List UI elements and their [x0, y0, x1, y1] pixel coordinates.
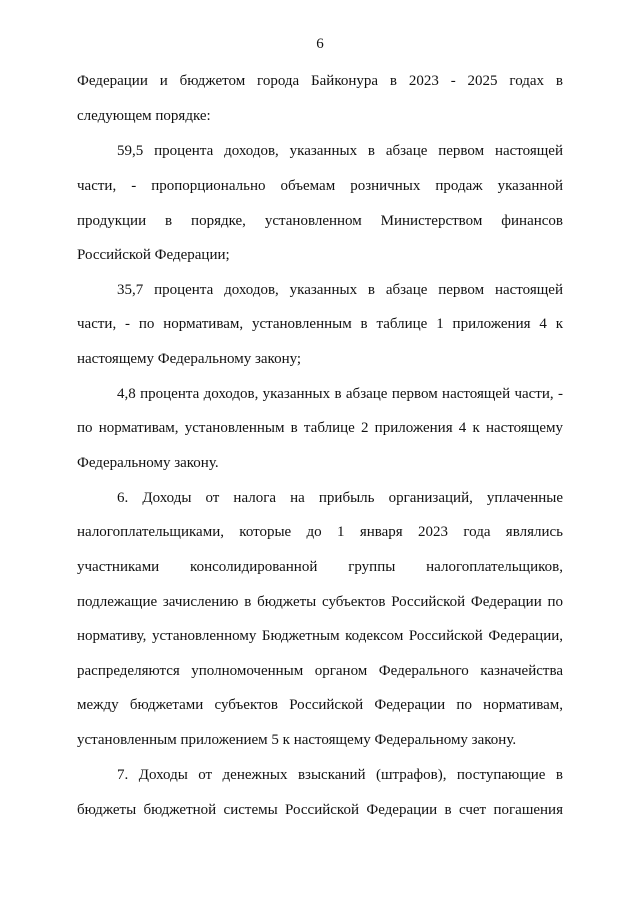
- text-line: Федеральному закону.: [77, 455, 219, 471]
- text-line: бюджеты бюджетной системы Российской Федерации в счет погашения: [77, 802, 563, 818]
- text-line: части, - по нормативам, установленным в таблице 1 приложения 4 к: [77, 316, 563, 332]
- text-line: налогоплательщиками, которые до 1 января 2023 года являлись: [77, 524, 563, 540]
- text-line: по нормативам, установленным в таблице 2 приложения 4 к настоящему: [77, 420, 563, 436]
- text-line: установленным приложением 5 к настоящему Федеральному закону.: [77, 732, 517, 748]
- page-number: 6: [316, 36, 324, 52]
- text-line: части, - пропорционально объемам розничных продаж указанной: [77, 178, 563, 194]
- text-line: распределяются уполномоченным органом Федерального казначейства: [77, 663, 563, 679]
- text-line: Федерации и бюджетом города Байконура в 2023 - 2025 годах в: [77, 73, 563, 89]
- text-line: продукции в порядке, установленном Министерством финансов: [77, 213, 563, 229]
- text-line: 7. Доходы от денежных взысканий (штрафов), поступающие в: [117, 767, 563, 783]
- text-line: настоящему Федеральному закону;: [77, 351, 302, 367]
- text-line: нормативу, установленному Бюджетным кодексом Российской Федерации,: [77, 628, 563, 644]
- text-line: подлежащие зачислению в бюджеты субъектов Российской Федерации по: [77, 594, 563, 610]
- text-line: 35,7 процента доходов, указанных в абзаце первом настоящей: [117, 282, 563, 298]
- text-line: участниками консолидированной группы налогоплательщиков,: [77, 559, 563, 575]
- text-line: 4,8 процента доходов, указанных в абзаце первом настоящей части, -: [117, 386, 563, 402]
- text-line: 59,5 процента доходов, указанных в абзаце первом настоящей: [117, 143, 563, 159]
- text-line: 6. Доходы от налога на прибыль организаций, уплаченные: [117, 490, 563, 506]
- text-line: Российской Федерации;: [77, 247, 230, 263]
- text-line: следующем порядке:: [77, 108, 211, 124]
- text-line: между бюджетами субъектов Российской Федерации по нормативам,: [77, 697, 563, 713]
